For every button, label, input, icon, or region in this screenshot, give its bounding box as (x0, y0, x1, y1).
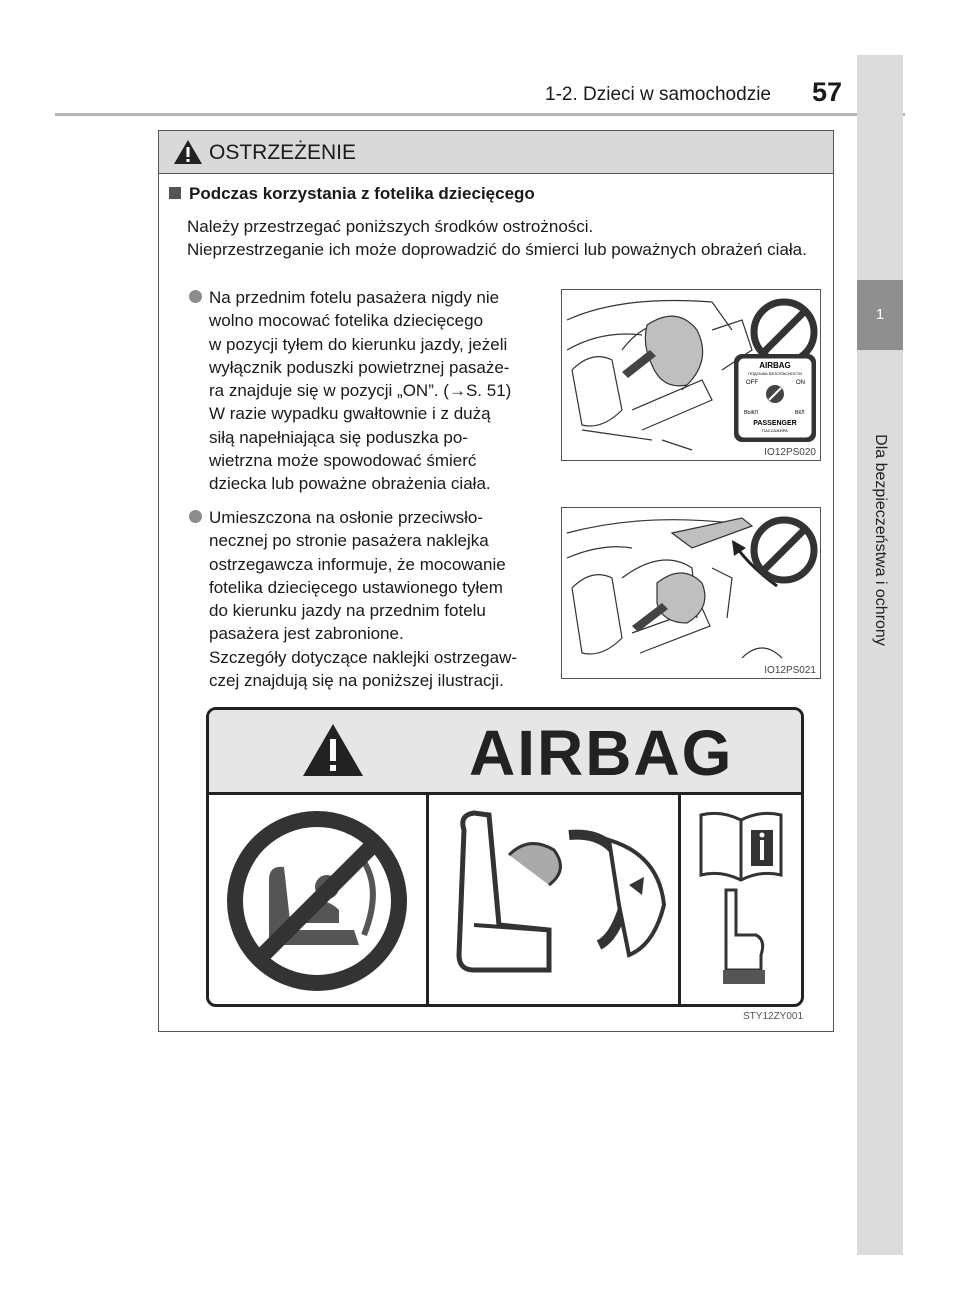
bullet-line: Na przednim fotelu pasażera nigdy nie (209, 288, 500, 307)
round-bullet-icon (189, 290, 202, 303)
bullet-line: Szczegóły dotyczące naklejki ostrzegaw- (209, 647, 518, 667)
bullet-line: W razie wypadku gwałtownie i z dużą (209, 404, 491, 424)
switch-off-ru: ВЫКЛ (744, 410, 758, 416)
bullet-line: ostrzegawcza informuje, że mocowanie (209, 554, 506, 574)
bullet-line: czej znajdują się na poniższej ilustracji. (209, 671, 504, 691)
airbag-panel-manual (681, 795, 804, 1007)
switch-on: ON (796, 380, 805, 386)
warning-heading: OSTRZEŻENIE (209, 141, 357, 164)
chapter-title-vertical: Dla bezpieczeństwa i ochrony (872, 434, 889, 646)
airbag-deploy-seat-icon (429, 795, 678, 1007)
bullet-line: Umieszczona na osłonie przeciwsło- (209, 508, 484, 527)
square-bullet-icon (169, 187, 181, 199)
airbag-label-header (209, 710, 801, 795)
running-header: 1-2. Dzieci w samochodzie (545, 84, 771, 105)
bullet-item-1 (189, 286, 549, 496)
intro-paragraph (187, 215, 827, 261)
sun-visor-illustration (562, 508, 821, 679)
bullet-text (209, 506, 549, 692)
bullet-text (209, 286, 549, 496)
bullet-line: siłą napełniająca się poduszka po- (209, 427, 468, 447)
chapter-number-tab: 1 (857, 280, 903, 350)
switch-passenger-ru: ПАССАЖИРА (762, 428, 788, 433)
warning-box (158, 130, 834, 1032)
figure-code: STY12ZY001 (743, 1011, 804, 1022)
bullet-line: wolno mocować fotelika dziecięcego (209, 311, 484, 331)
airbag-panel-deploy (429, 795, 681, 1007)
page-number: 57 (812, 77, 843, 107)
bullet-item-2 (189, 506, 549, 692)
airbag-warning-label (206, 707, 804, 1007)
figure-code: IO12PS021 (764, 665, 816, 676)
bullet-line: wyłącznik poduszki powietrznej pasaże- (209, 357, 510, 377)
warning-triangle-icon (173, 139, 203, 165)
switch-off: OFF (746, 380, 758, 386)
intro-line: Należy przestrzegać poniższych środków ostrożności. (187, 217, 594, 236)
figure-code: IO12PS020 (764, 447, 816, 458)
header-rule (55, 113, 905, 116)
figure-sun-visor-label (561, 507, 821, 679)
warning-header (159, 131, 833, 174)
airbag-panel-no-rear-seat (209, 795, 429, 1007)
bullet-line: pasażera jest zabronione. (209, 624, 404, 644)
section-title (169, 184, 535, 204)
warning-triangle-icon (301, 722, 365, 778)
no-rear-facing-child-seat-icon (209, 795, 426, 1007)
bullet-line: wietrzna może spowodować śmierć (209, 451, 477, 471)
switch-subtitle: ПОДУШКА БЕЗОПАСНОСТИ (747, 371, 803, 376)
bullet-line: fotelika dziecięcego ustawionego tyłem (209, 577, 503, 597)
bullet-line: do kierunku jazdy na przednim fotelu (209, 601, 486, 621)
airbag-word: AIRBAG (469, 717, 734, 789)
section-title-text: Podczas korzystania z fotelika dziecięcego (189, 184, 535, 203)
figure-child-seat-airbag (561, 289, 821, 461)
chapter-side-tab (857, 55, 903, 1255)
round-bullet-icon (189, 510, 202, 523)
car-interior-airbag-illustration (562, 290, 821, 461)
intro-line: Nieprzestrzeganie ich może doprowadzić do śmierci lub poważnych obrażeń ciała. (187, 240, 807, 259)
bullet-line: ra znajduje się w pozycji „ON”. (→S. 51) (209, 381, 512, 401)
switch-passenger: PASSENGER (753, 420, 797, 427)
bullet-line: dziecka lub poważne obrażenia ciała. (209, 474, 491, 494)
bullet-line: necznej po stronie pasażera naklejka (209, 531, 489, 551)
manual-and-pointing-hand-icon (681, 795, 801, 1007)
switch-title: AIRBAG (759, 361, 791, 370)
bullet-line: w pozycji tyłem do kierunku jazdy, jeżeli (209, 334, 508, 354)
switch-on-ru: ВКЛ (795, 410, 805, 416)
